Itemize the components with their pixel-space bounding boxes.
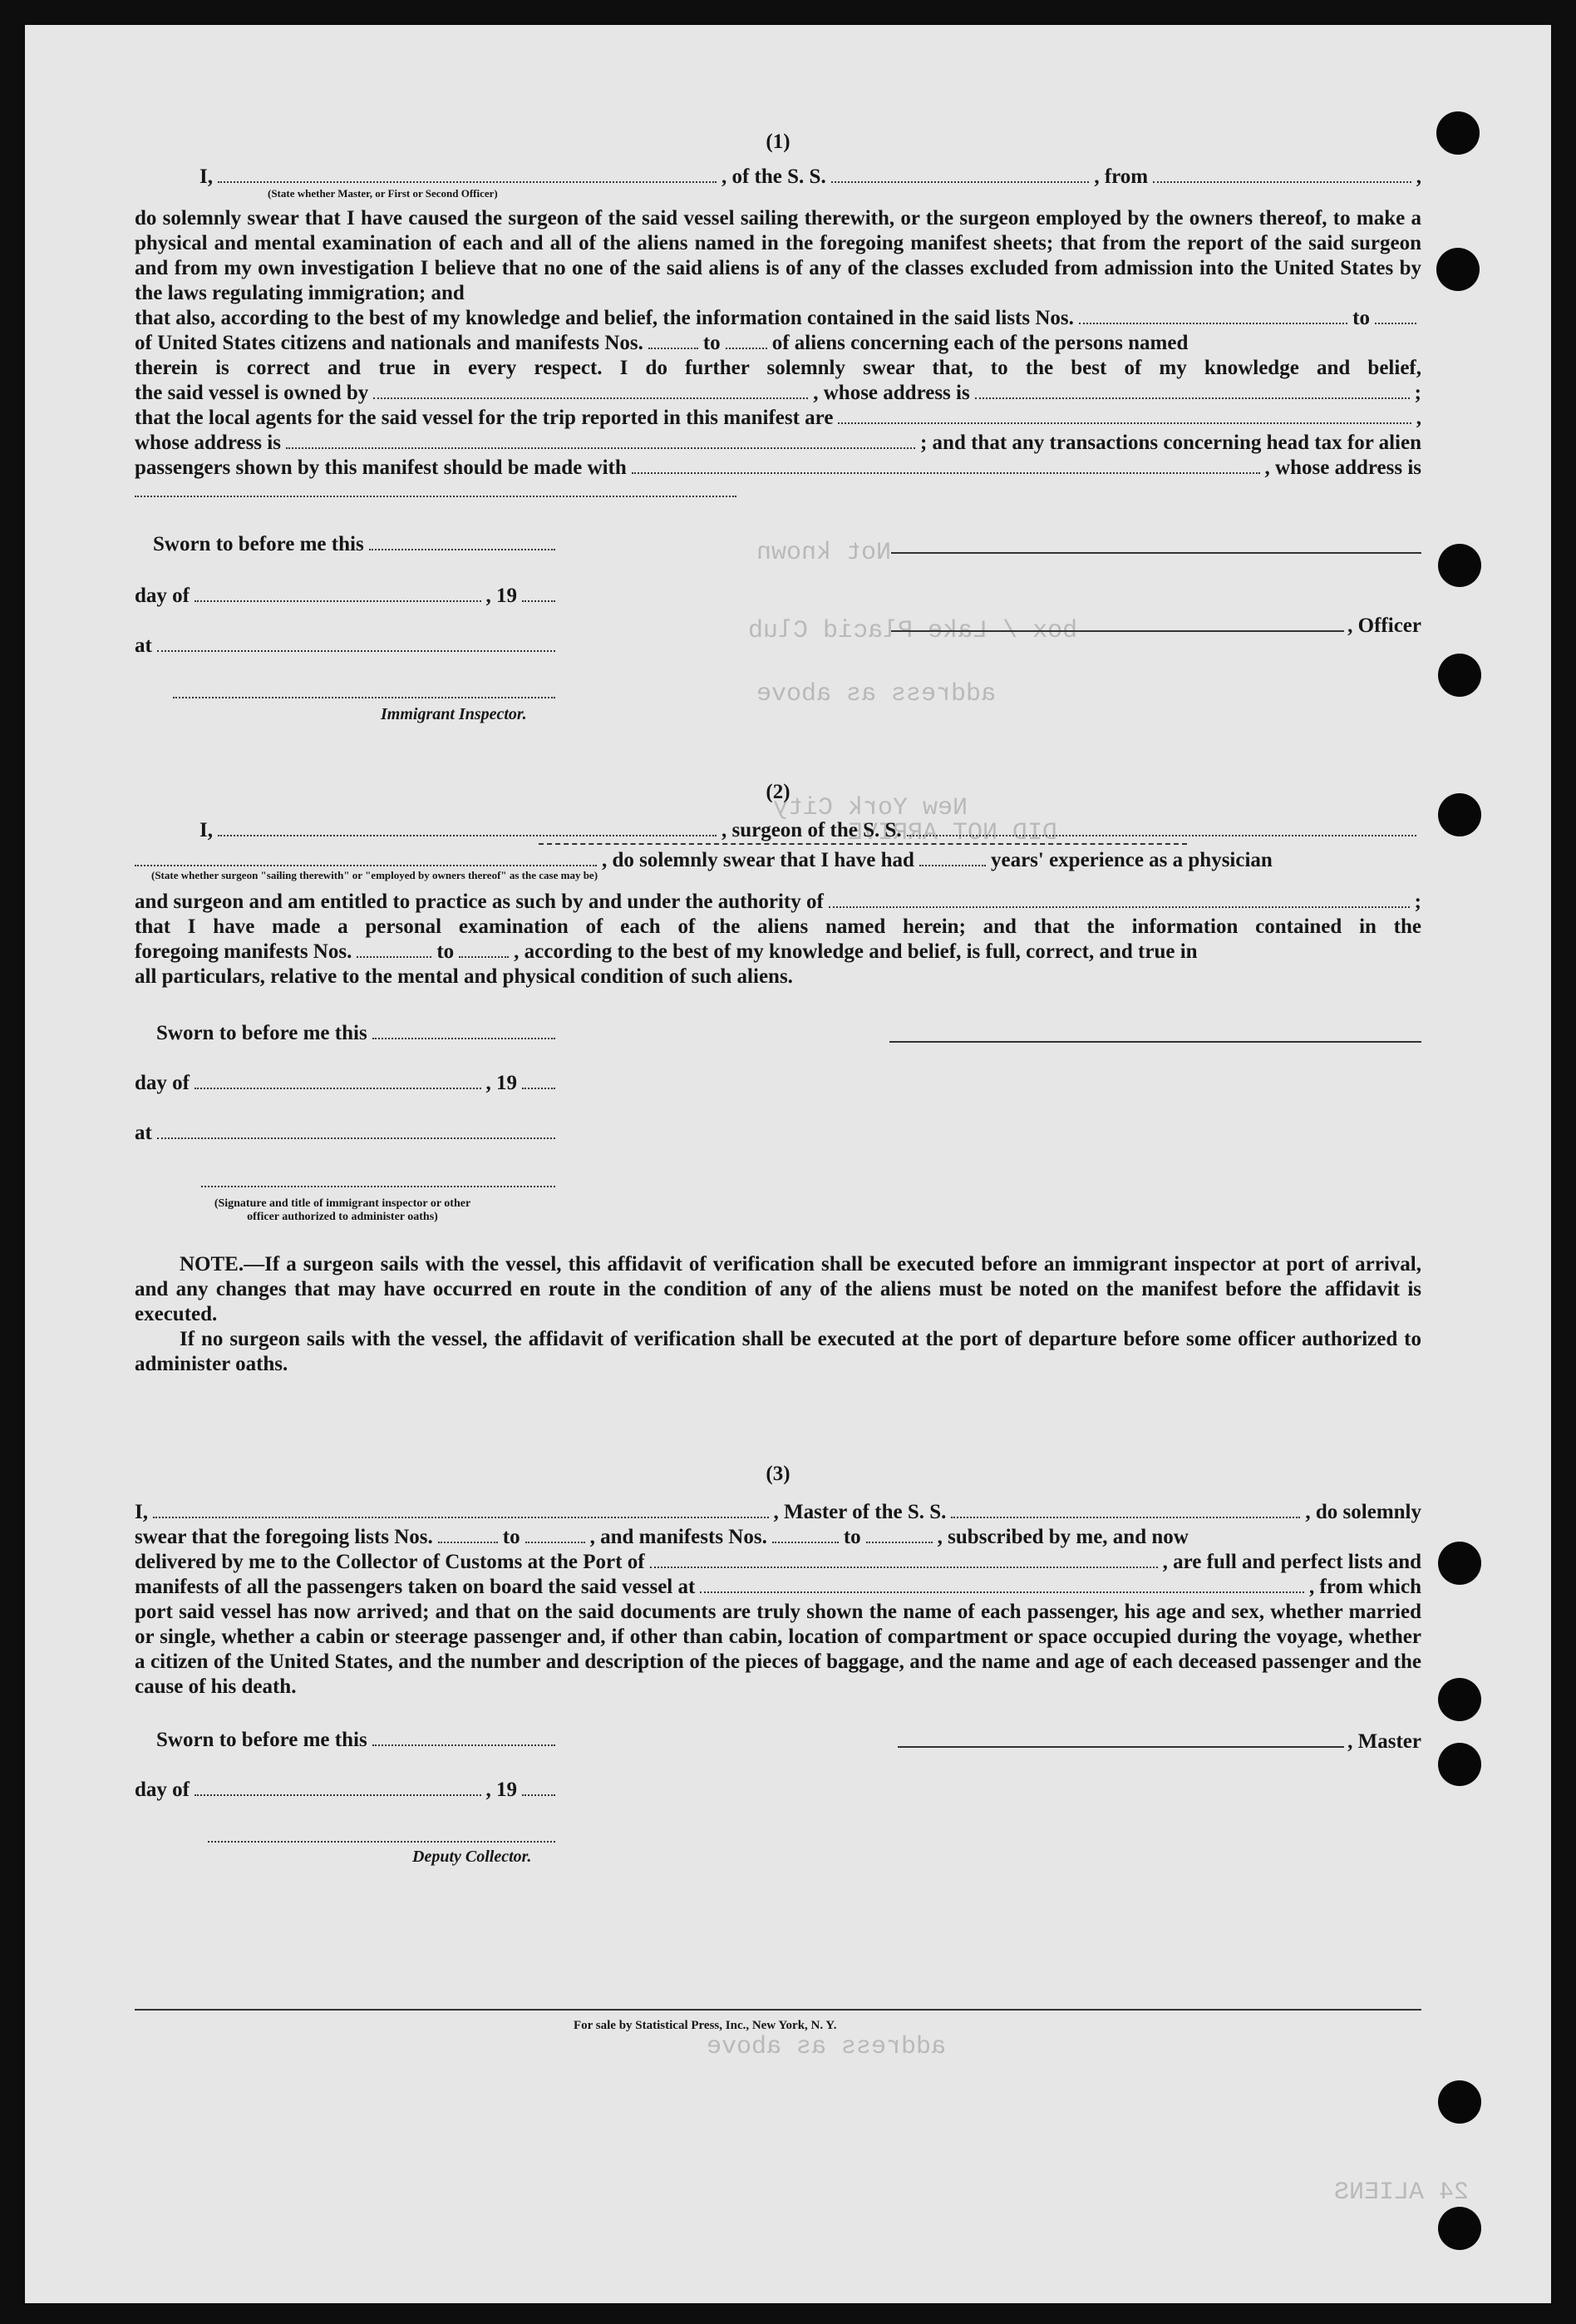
agents-field[interactable]: [838, 407, 1411, 424]
lists-to-field[interactable]: [1375, 308, 1416, 324]
headtax-agent-field[interactable]: [632, 457, 1260, 474]
printer-imprint: For sale by Statistical Press, Inc., New York, N. Y.: [574, 2019, 837, 2032]
punch-hole: [1438, 1678, 1481, 1721]
s2-sworn-year-field[interactable]: [522, 1073, 555, 1089]
master-name-field[interactable]: [153, 1502, 769, 1518]
section-1-jurat: Sworn to before me this day of , 19 at Immigrant Inspector. , Officer: [135, 522, 1421, 747]
section-2-line-2: , do solemnly swear that I have had years' experience as a physician (State whether surgeon "sailing therewith" or "employed by owners thereof" as the case may be): [135, 848, 1421, 873]
surgeon-manifests-to-field[interactable]: [459, 941, 509, 958]
collector-signature-field[interactable]: [208, 1826, 555, 1843]
s3-manifests-to-field[interactable]: [866, 1527, 933, 1543]
section-1-agents-line: that the local agents for the said vessel for the trip reported in this manifest are ,: [135, 407, 1421, 429]
collector-caption: Deputy Collector.: [412, 1848, 532, 1866]
note-paragraph: [135, 1252, 1421, 1327]
customs-port-field[interactable]: [650, 1552, 1158, 1568]
section-1-owner-line: the said vessel is owned by , whose address is ;: [135, 382, 1421, 404]
headtax-address-field[interactable]: [135, 481, 736, 497]
s2-sworn-place-field[interactable]: [157, 1123, 555, 1139]
bleed-through-text: 24 ALIENS: [1334, 2178, 1470, 2207]
bleed-through-text: box / Lake Placid Club: [748, 617, 1078, 645]
bleed-through-text: address as above: [756, 680, 997, 708]
section-2-line-5: foregoing manifests Nos. to , according to the best of my knowledge and belief, is full, correct, and true in: [135, 940, 1198, 963]
s3-sworn-year-field[interactable]: [522, 1779, 555, 1796]
note-label: NOTE.: [180, 1253, 244, 1275]
surgeon-name-field[interactable]: [218, 820, 717, 836]
s3-lists-to-field[interactable]: [525, 1527, 585, 1543]
affidavit-content: [135, 130, 1421, 1873]
owner-field[interactable]: [373, 382, 808, 399]
owner-address-field[interactable]: [975, 382, 1410, 399]
sworn-place-field[interactable]: [157, 635, 555, 652]
section-3-number: (3): [766, 1463, 790, 1485]
s2-sworn-month-field[interactable]: [195, 1073, 481, 1089]
section-1-oath-text: do solemnly swear that I have caused the surgeon of the said vessel sailing therewith, or the surgeon employed by the owners thereof, to make a physical and mental examination of each and all of the aliens named in the foregoing manifest sheets; that from the report of the said surgeon and from my own investigation I believe that no one of the said aliens is of any of the classes excluded from admission into the United States by the laws regulating immigration; and: [135, 207, 1421, 304]
s2-sworn-day-field[interactable]: [372, 1023, 555, 1039]
s2-inspector-caption: (Signature and title of immigrant inspector or other officer authorized to administer oaths): [214, 1197, 471, 1223]
s3-manifests-from-field[interactable]: [772, 1527, 839, 1543]
surgeon-vessel-field[interactable]: [907, 820, 1416, 836]
section-2-jurat: Sworn to before me this day of , 19 at (Signature and title of immigrant inspector or other officer authorized to administer oaths): [135, 1014, 1421, 1231]
bleed-through-text: DID NOT ARRIVE: [848, 819, 1058, 847]
bleed-through-text: Not known: [756, 539, 892, 567]
sworn-day-field[interactable]: [369, 534, 555, 550]
officer-name-field[interactable]: [218, 166, 717, 183]
embarkation-port-field[interactable]: [700, 1576, 1304, 1593]
surgeon-manifests-from-field[interactable]: [357, 941, 431, 958]
surgeon-status-field[interactable]: [135, 850, 597, 866]
section-3-oath-text: port said vessel has now arrived; and that on the said documents are truly shown the name of each passenger, his age and sex, whether married or single, whether a cabin or steerage passenger and, if other than cabin, location of compartment or space occupied during the voyage, whether a citizen of the United States, and the number and description of the pieces of baggage, and the name and age of each deceased passenger and the cause of his death.: [135, 1601, 1421, 1698]
punch-hole: [1438, 793, 1481, 836]
manifest-back-page: [25, 25, 1551, 2303]
officer-caption: (State whether Master, or First or Second Officer): [267, 187, 498, 200]
punch-hole: [1436, 248, 1480, 291]
punch-hole: [1438, 1542, 1481, 1585]
s3-vessel-field[interactable]: [951, 1502, 1300, 1518]
section-1-line-1: I, (State whether Master, or First or Second Officer) , of the S. S. , from ,: [199, 165, 1421, 200]
master-signature-line[interactable]: [898, 1744, 1344, 1748]
punch-hole: [1436, 111, 1480, 155]
years-experience-field[interactable]: [919, 850, 986, 866]
bleed-through-text: address as above: [707, 2033, 947, 2061]
section-3-jurat: Sworn to before me this day of , 19 Deputy Collector. , Master: [135, 1723, 1421, 1873]
section-divider: [539, 843, 1187, 845]
section-1-lists-line: that also, according to the best of my knowledge and belief, the information contained in the said lists Nos. to: [135, 306, 1421, 331]
section-2-line-6: all particulars, relative to the mental and physical condition of such aliens.: [135, 965, 793, 988]
punch-hole: [1438, 2080, 1481, 2124]
note-text: —If a surgeon sails with the vessel, this affidavit of verification shall be executed before an immigrant inspector at port of arrival, and any changes that may have occurred en route in the condition of any of the aliens must be noted on the manifest before the affidavit is executed.: [135, 1253, 1421, 1325]
section-3-line-1: I, , Master of the S. S. , do solemnly: [135, 1501, 1421, 1523]
inspector-caption: Immigrant Inspector.: [381, 705, 527, 723]
sworn-year-field[interactable]: [522, 585, 555, 602]
section-2-line-4: that I have made a personal examination of each of the aliens named herein; and that the information contained in the: [135, 915, 1421, 938]
section-1-headtax-line: passengers shown by this manifest should be made with , whose address is: [135, 456, 1421, 479]
inspector-signature-field[interactable]: [173, 682, 555, 698]
note-paragraph-2: If no surgeon sails with the vessel, the affidavit of verification shall be executed at the port of departure before some officer authorized to administer oaths.: [135, 1328, 1421, 1375]
punch-hole: [1438, 654, 1481, 697]
s3-lists-from-field[interactable]: [438, 1527, 498, 1543]
practice-authority-field[interactable]: [829, 891, 1410, 908]
section-3-line-4: manifests of all the passengers taken on board the said vessel at , from which: [135, 1576, 1421, 1598]
officer-title-line[interactable]: [891, 629, 1344, 632]
sworn-month-field[interactable]: [195, 585, 481, 602]
section-1-agents-address-line: whose address is ; and that any transactions concerning head tax for alien: [135, 432, 1421, 454]
agents-address-field[interactable]: [286, 432, 915, 449]
s2-inspector-signature-field[interactable]: [201, 1171, 555, 1187]
port-from-field[interactable]: [1153, 166, 1411, 183]
surgeon-status-caption: (State whether surgeon "sailing therewith" or "employed by owners thereof" as the case may be): [151, 869, 598, 881]
manifests-from-field[interactable]: [648, 333, 698, 349]
surgeon-signature-line[interactable]: [889, 1039, 1421, 1043]
section-1-number: (1): [766, 131, 790, 153]
section-1-therein-line: therein is correct and true in every respect. I do further solemnly swear that, to the best of my knowledge and belief,: [135, 357, 1421, 379]
section-2-line-1: I, , surgeon of the S. S.: [135, 818, 1421, 843]
lists-from-field[interactable]: [1079, 308, 1347, 324]
punch-hole: [1438, 544, 1481, 587]
bleed-through-text: New York City: [773, 794, 968, 822]
section-2-line-3: and surgeon and am entitled to practice as such by and under the authority of ;: [135, 891, 1421, 913]
punch-hole: [1438, 1743, 1481, 1786]
section-2-number: (2): [766, 781, 790, 803]
section-3-line-3: delivered by me to the Collector of Customs at the Port of , are full and perfect lists and: [135, 1551, 1421, 1573]
section-3-line-2: swear that the foregoing lists Nos. to , and manifests Nos. to , subscribed by me, and now: [135, 1526, 1189, 1548]
manifests-to-field[interactable]: [726, 333, 767, 349]
s3-sworn-day-field[interactable]: [372, 1729, 555, 1746]
officer-signature-line[interactable]: [891, 550, 1421, 554]
vessel-name-field[interactable]: [831, 166, 1090, 183]
punch-hole: [1438, 2207, 1481, 2250]
section-1-citizens-line: of United States citizens and nationals and manifests Nos. to of aliens concerning each of the persons named: [135, 332, 1189, 354]
footer-rule: [135, 2009, 1421, 2011]
s3-sworn-month-field[interactable]: [195, 1779, 481, 1796]
